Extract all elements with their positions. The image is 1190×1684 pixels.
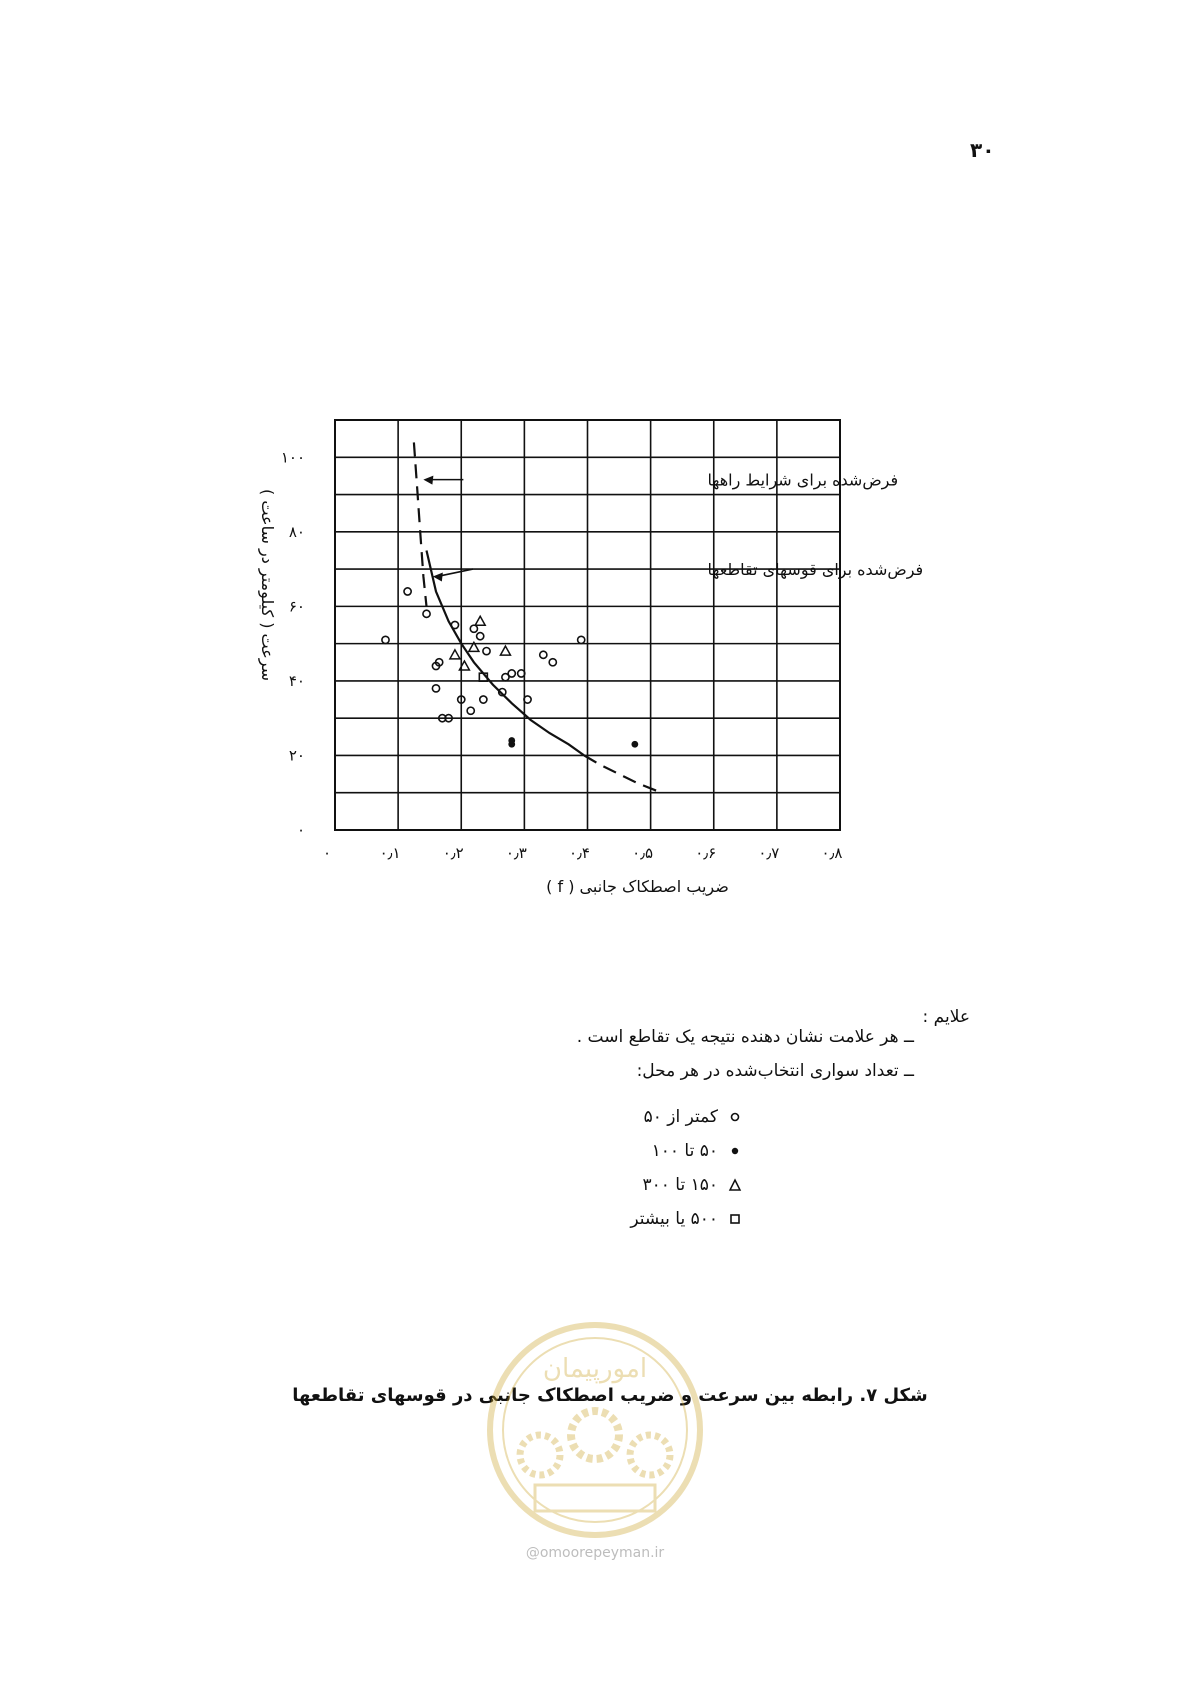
x-tick-label: ۰٫۶ [695, 844, 717, 862]
legend-title: علایم : [922, 1007, 970, 1027]
square-marker-icon [728, 1212, 742, 1226]
x-tick-label: ۰٫۷ [758, 844, 780, 862]
legend-item-label: کمتر از ۵۰ [643, 1107, 718, 1127]
data-point-circle-open [451, 621, 458, 628]
data-point-circle-open [508, 670, 515, 677]
data-point-circle-open [483, 647, 490, 654]
x-tick-label: ۰ [322, 844, 332, 862]
legend-item-circle-filled [482, 1134, 742, 1168]
data-point-circle-filled [631, 741, 638, 748]
data-point-circle-open [578, 636, 585, 643]
y-tick-label: ۲۰ [288, 746, 305, 765]
y-tick-label: ۰ [296, 821, 305, 839]
data-point-circle-open [549, 659, 556, 666]
legend-line-1: ــ هر علامت نشان دهنده نتیجه یک تقاطع است . [576, 1027, 914, 1047]
legend-items [482, 1100, 742, 1236]
x-axis-title: ضریب اصطکاک جانبی ( f ) [546, 877, 729, 896]
data-point-circle-filled [508, 737, 515, 744]
page-number: ۳۰ [970, 138, 995, 162]
data-point-triangle [450, 650, 460, 659]
y-tick-label: ۴۰ [288, 671, 305, 690]
y-tick-label: ۱۰۰ [280, 448, 305, 467]
circle-filled-marker-icon [728, 1144, 742, 1158]
annotation-arrowhead [423, 476, 433, 485]
triangle-marker-icon [728, 1178, 742, 1192]
data-point-circle-open [540, 651, 547, 658]
circle-open-marker-icon [728, 1110, 742, 1124]
x-tick-label: ۰٫۳ [505, 844, 527, 862]
legend-item-square [482, 1202, 742, 1236]
data-point-circle-open [382, 636, 389, 643]
watermark-logo-icon [480, 1315, 710, 1545]
data-point-circle-open [404, 588, 411, 595]
legend-item-circle-open [482, 1100, 742, 1134]
figure-caption: شکل ۷. رابطه بین سرعت و ضریب اصطکاک جانبی در قوسهای تقاطعها [292, 1385, 928, 1406]
x-tick-label: ۰٫۵ [632, 844, 654, 862]
curve-assumed-intersection-solid [427, 551, 585, 756]
y-axis-title: سرعت ( کیلومتر در ساعت ) [258, 488, 277, 682]
x-tick-label: ۰٫۸ [821, 844, 843, 862]
data-point-circle-open [480, 696, 487, 703]
curve-assumed-open-road [414, 442, 427, 606]
y-tick-label: ۶۰ [288, 597, 305, 616]
legend-item-triangle [482, 1168, 742, 1202]
data-point-circle-open [470, 625, 477, 632]
x-tick-label: ۰٫۱ [379, 844, 401, 862]
annotation-label: فرض‌شده برای شرایط راهها [707, 470, 899, 490]
chart-points [382, 588, 638, 748]
data-point-circle-open [432, 685, 439, 692]
data-point-triangle [475, 616, 485, 625]
data-point-circle-open [477, 633, 484, 640]
data-point-circle-open [423, 610, 430, 617]
legend-item-label: ۱۵۰ تا ۳۰۰ [642, 1175, 718, 1195]
annotation-label: فرض‌شده برای قوسهای تقاطعها [707, 560, 924, 580]
curve-assumed-intersection-dashed [584, 756, 657, 791]
legend-line-2: ــ تعداد سواری انتخاب‌شده در هر محل: [636, 1061, 914, 1081]
y-tick-label: ۸۰ [288, 522, 305, 541]
watermark-url: @omoorepeyman.ir [525, 1545, 665, 1561]
watermark-logo-text: امورپیمان [542, 1354, 648, 1384]
x-tick-label: ۰٫۴ [569, 844, 590, 862]
data-point-circle-open [467, 707, 474, 714]
data-point-triangle [500, 646, 510, 655]
x-tick-label: ۰٫۲ [442, 844, 464, 862]
legend-item-label: ۵۰ تا ۱۰۰ [651, 1141, 718, 1161]
legend-item-label: ۵۰۰ یا بیشتر [630, 1209, 718, 1229]
